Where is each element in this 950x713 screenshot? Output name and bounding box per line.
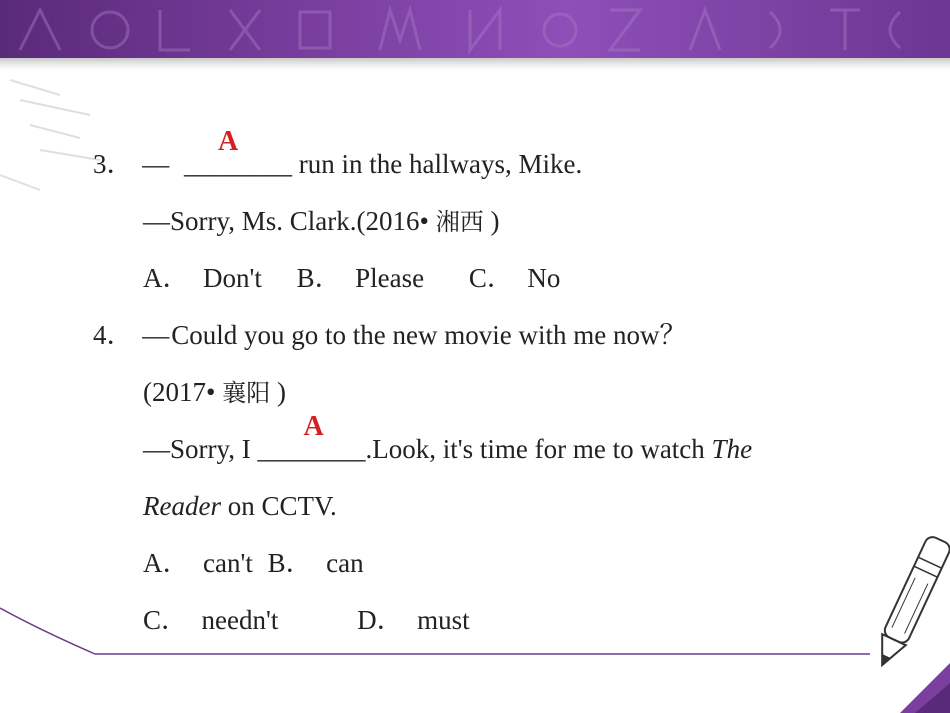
q4-dash: — [142,320,170,350]
banner-letter-pattern [0,0,950,58]
q3-dash: — [142,149,170,179]
q4-source: 襄阳 [222,379,271,407]
option-text: needn't [201,605,279,635]
q4-option-b[interactable] [268,547,364,579]
pen-icon [840,523,950,713]
q4-reply-cont [143,490,337,522]
q4-number: 4． [93,320,134,350]
q3-option-c[interactable] [469,262,561,294]
q3-blank-line: ________ [184,149,292,179]
option-text: Please [355,263,425,293]
q3-option-b[interactable] [297,262,425,294]
bottom-rule [0,590,950,713]
q3-reply-text: —Sorry, Ms. Clark.(2016• [143,206,436,236]
q4-source-open: (2017• [143,377,223,407]
q4-source-close: ) [270,377,286,407]
option-letter: B． [296,263,342,293]
q4-reply-rest: .Look, it's time for me to watch [365,434,712,464]
q4-options-row1 [143,547,364,579]
option-letter: A． [143,548,190,578]
option-letter: A． [143,263,190,293]
q4-stem [93,319,686,351]
option-text: No [527,263,561,293]
q3-number: 3． [93,149,134,179]
q4-reply-end: on CCTV. [220,491,337,521]
q4-option-a[interactable] [143,547,253,579]
q3-answer: A [218,126,239,157]
decorative-streaks [0,0,120,260]
q3-stem-rest: run in the hallways, Mike. [292,149,583,179]
q4-blank-line: ________ [257,434,366,464]
q4-title-part2: Reader [143,491,221,521]
q4-source-line [143,376,286,409]
option-letter: C． [468,263,514,293]
q4-answer: A [303,411,324,442]
option-letter: B． [267,548,313,578]
q3-option-a[interactable] [143,262,262,294]
q4-reply [143,411,753,465]
option-text: Don't [203,263,262,293]
option-letter: D． [357,605,404,635]
banner-shadow [0,58,950,70]
q3-source-close: ) [483,206,500,236]
q4-reply-start: —Sorry, I [143,434,258,464]
q3-reply [143,205,499,238]
option-text: can [326,548,364,578]
header-banner [0,0,950,58]
q3-source: 湘西 [435,208,484,236]
q4-blank [257,411,366,465]
option-letter: C． [143,605,189,635]
q3-blank [184,126,292,180]
q3-options [143,262,560,294]
option-text: can't [203,548,253,578]
q3-stem [93,126,583,180]
option-text: must [417,605,470,635]
q4-title-part1: The [711,434,753,464]
q4-stem-text: Could you go to the new movie with me now？ [171,320,687,350]
